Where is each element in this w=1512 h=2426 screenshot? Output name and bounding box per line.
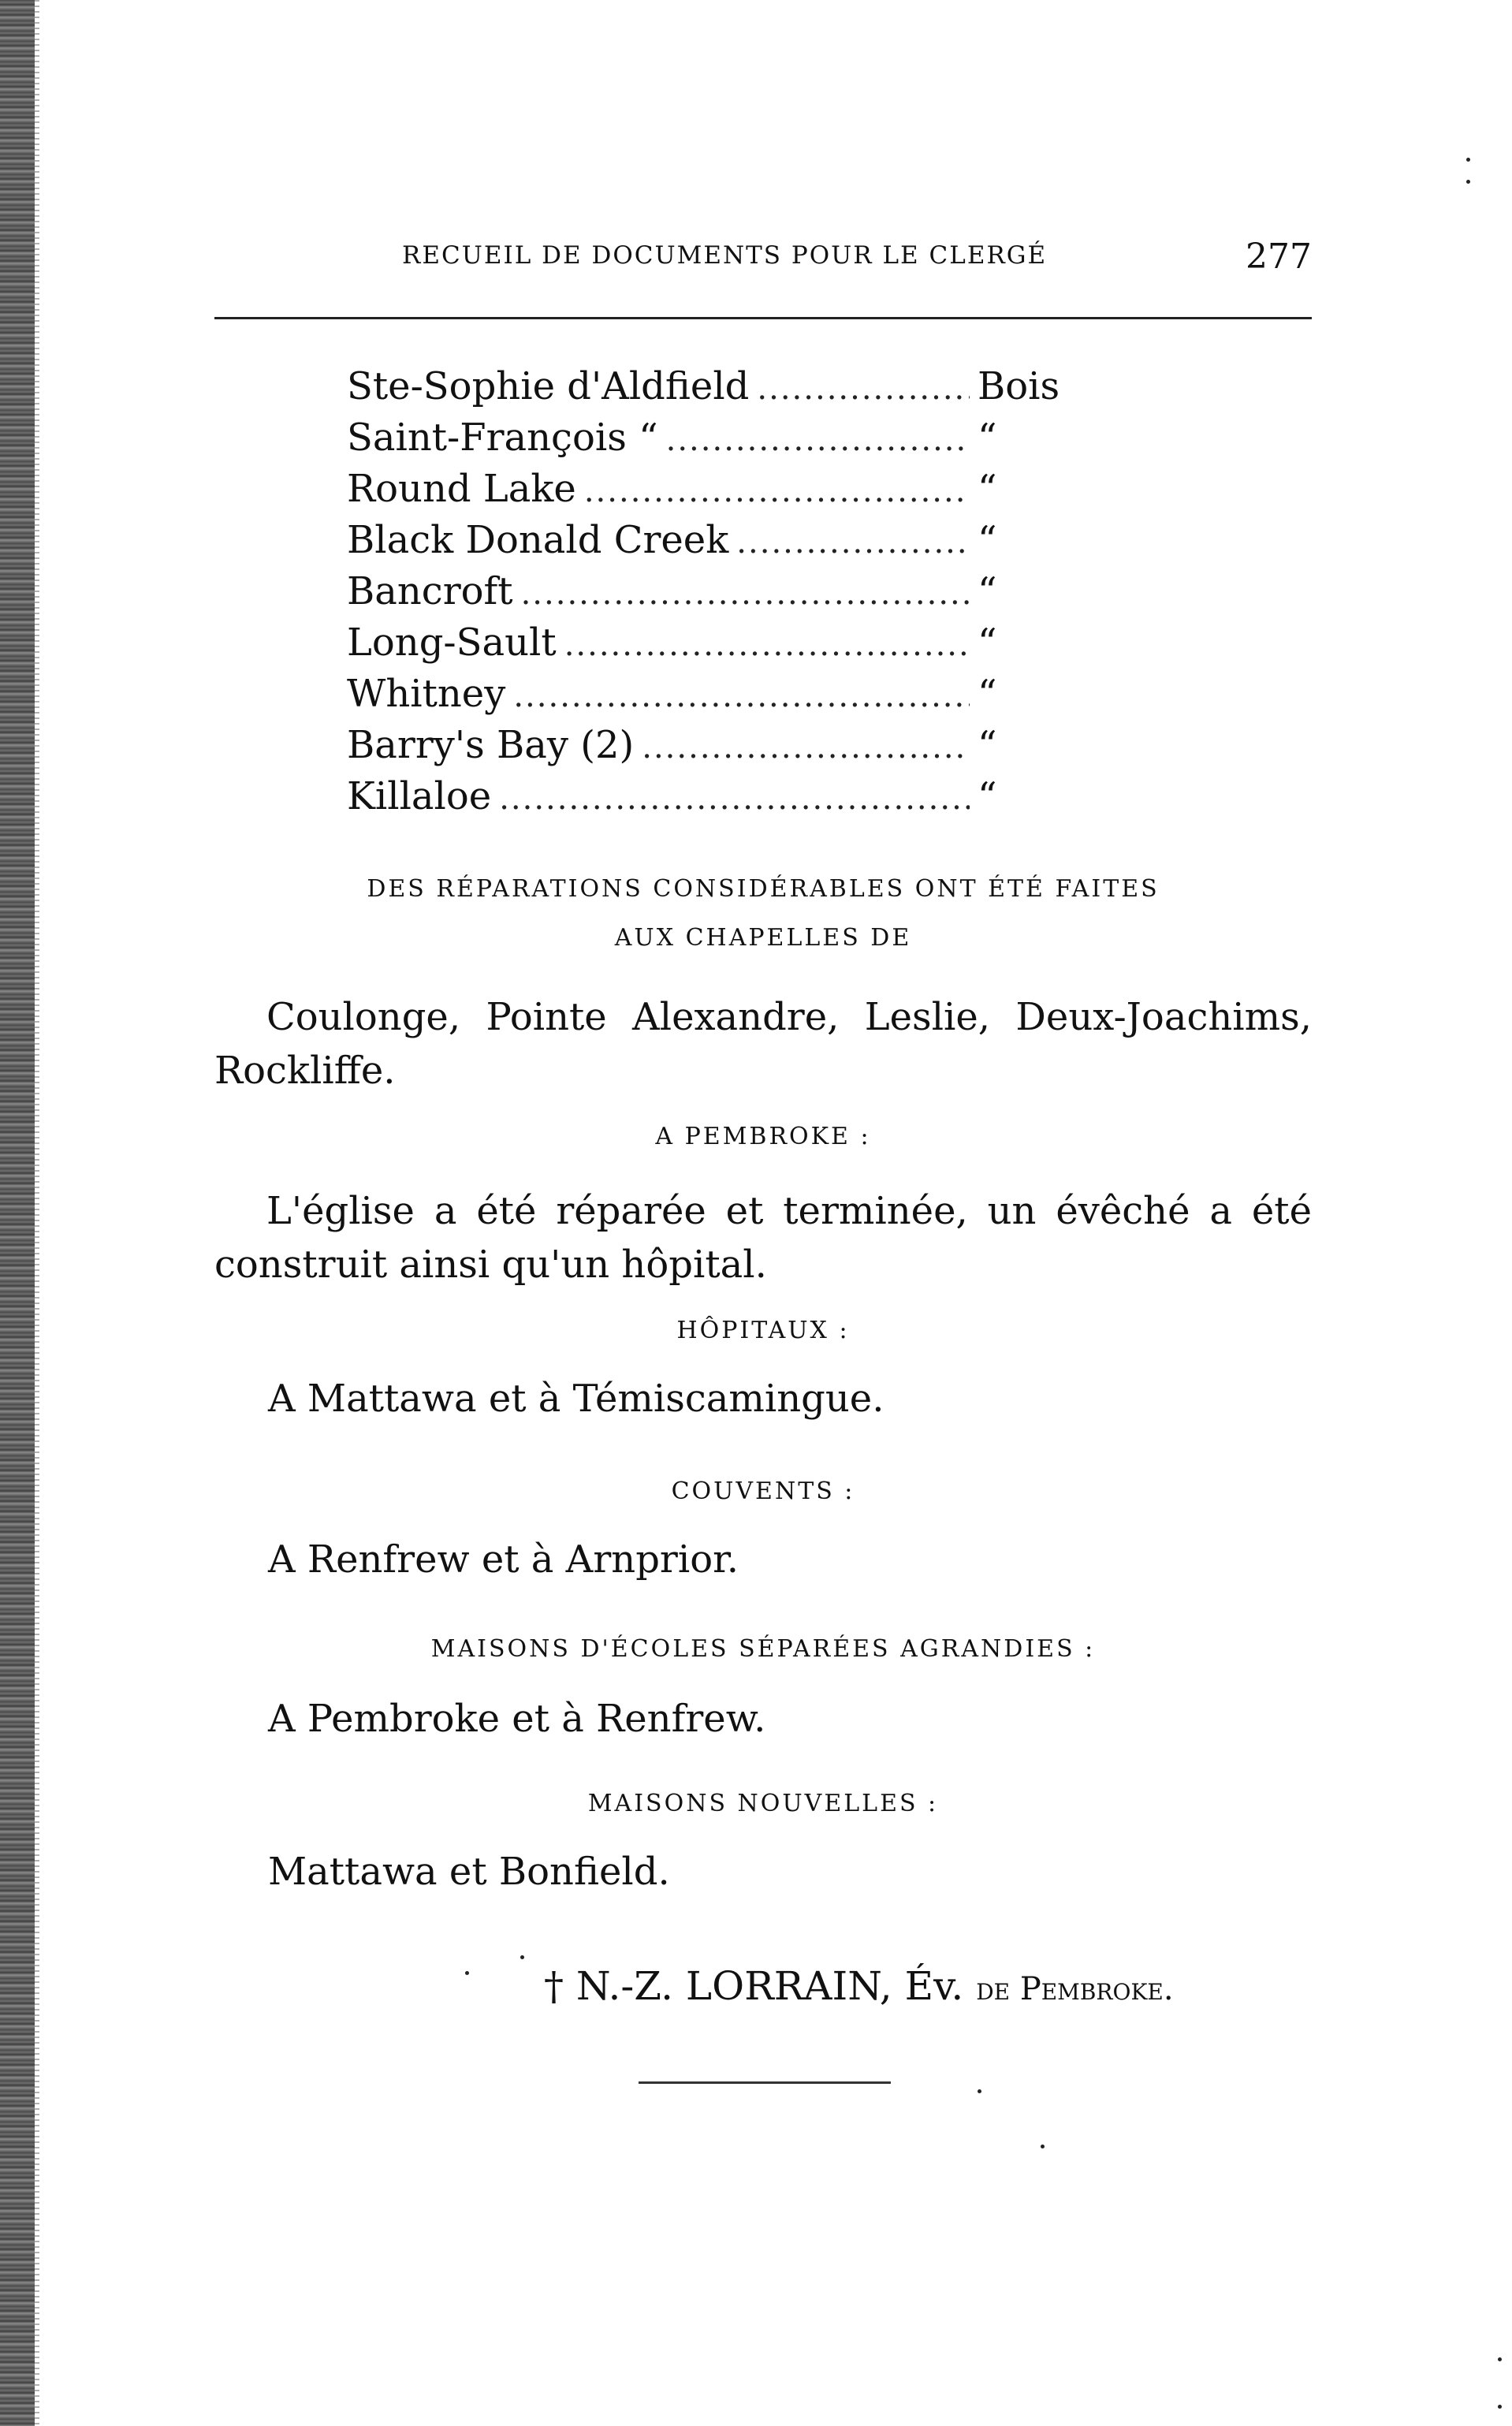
parish-material: Bois bbox=[978, 364, 1060, 408]
couvents-heading: COUVENTS : bbox=[671, 1478, 855, 1505]
list-item bbox=[347, 617, 1056, 669]
signatory-title-abbrev: Év. bbox=[904, 1963, 964, 2009]
running-title: RECUEIL DE DOCUMENTS POUR LE CLERGÉ bbox=[402, 241, 1048, 270]
leader-dots bbox=[513, 671, 970, 722]
leader-dots bbox=[757, 363, 970, 415]
ecoles-heading: MAISONS D'ÉCOLES SÉPARÉES AGRANDIES : bbox=[430, 1635, 1096, 1663]
nouvelles-heading: MAISONS NOUVELLES : bbox=[587, 1790, 939, 1817]
reparations-heading-continued: AUX CHAPELLES DE bbox=[614, 924, 912, 952]
list-item bbox=[347, 515, 1056, 566]
cross-symbol: † bbox=[544, 1963, 564, 2009]
print-speck bbox=[1498, 2405, 1502, 2409]
reparations-paragraph: Coulonge, Pointe Alexandre, Leslie, Deux-Joachims, Rockliffe. bbox=[214, 995, 1312, 1093]
leader-dots bbox=[584, 466, 970, 517]
leader-dots bbox=[666, 415, 970, 466]
nouvelles-text: Mattawa et Bonfield. bbox=[268, 1850, 670, 1894]
parish-material: “ bbox=[978, 672, 997, 716]
parish-name: Bancroft bbox=[347, 569, 513, 613]
list-item bbox=[347, 412, 1056, 464]
list-item bbox=[347, 464, 1056, 515]
parish-material: “ bbox=[978, 620, 997, 665]
pembroke-heading: A PEMBROKE : bbox=[655, 1123, 871, 1150]
list-item bbox=[347, 720, 1056, 771]
parish-name: Round Lake bbox=[347, 467, 576, 511]
running-header bbox=[214, 237, 1312, 284]
leader-dots bbox=[564, 620, 970, 671]
couvents-text: A Renfrew et à Arnprior. bbox=[268, 1537, 739, 1582]
parish-name: Whitney bbox=[347, 672, 506, 716]
parish-material: “ bbox=[978, 774, 997, 818]
print-speck bbox=[520, 1955, 524, 1959]
leader-dots bbox=[521, 568, 970, 620]
header-rule bbox=[214, 317, 1312, 319]
parish-material: “ bbox=[978, 518, 997, 562]
signatory-diocese: de Pembroke. bbox=[976, 1971, 1174, 2007]
list-item bbox=[347, 771, 1056, 822]
reparations-heading: DES RÉPARATIONS CONSIDÉRABLES ONT ÉTÉ FAITES bbox=[367, 875, 1160, 903]
parish-name: Black Donald Creek bbox=[347, 518, 729, 562]
parish-name: Long-Sault bbox=[347, 620, 557, 665]
parish-name: Barry's Bay (2) bbox=[347, 723, 635, 767]
parish-material: “ bbox=[978, 569, 997, 613]
print-speck bbox=[1498, 2357, 1502, 2361]
hopitaux-text: A Mattawa et à Témiscamingue. bbox=[268, 1377, 884, 1421]
print-speck bbox=[1466, 180, 1470, 184]
parish-name: Saint-François “ bbox=[347, 416, 658, 460]
print-speck bbox=[465, 1971, 469, 1975]
ecoles-text: A Pembroke et à Renfrew. bbox=[268, 1697, 766, 1741]
list-item bbox=[347, 669, 1056, 720]
leader-dots bbox=[642, 722, 970, 773]
parish-name: Killaloe bbox=[347, 774, 492, 818]
list-item bbox=[347, 566, 1056, 617]
end-rule bbox=[639, 2081, 891, 2084]
leader-dots bbox=[736, 517, 970, 568]
print-speck bbox=[978, 2089, 981, 2093]
pembroke-paragraph: L'église a été réparée et terminée, un évêché a été construit ainsi qu'un hôpital. bbox=[214, 1189, 1312, 1287]
parish-list bbox=[347, 361, 1060, 822]
print-speck bbox=[1041, 2145, 1045, 2148]
list-item bbox=[347, 361, 1060, 412]
parish-material: “ bbox=[978, 416, 997, 460]
print-speck bbox=[1466, 158, 1470, 162]
signature bbox=[544, 1963, 1174, 2009]
parish-material: “ bbox=[978, 723, 997, 767]
page-number: 277 bbox=[1246, 237, 1312, 277]
leader-dots bbox=[499, 773, 970, 825]
signatory-name: N.-Z. LORRAIN, bbox=[575, 1963, 892, 2009]
hopitaux-heading: HÔPITAUX : bbox=[676, 1317, 850, 1344]
parish-name: Ste-Sophie d'Aldfield bbox=[347, 364, 750, 408]
parish-material: “ bbox=[978, 467, 997, 511]
